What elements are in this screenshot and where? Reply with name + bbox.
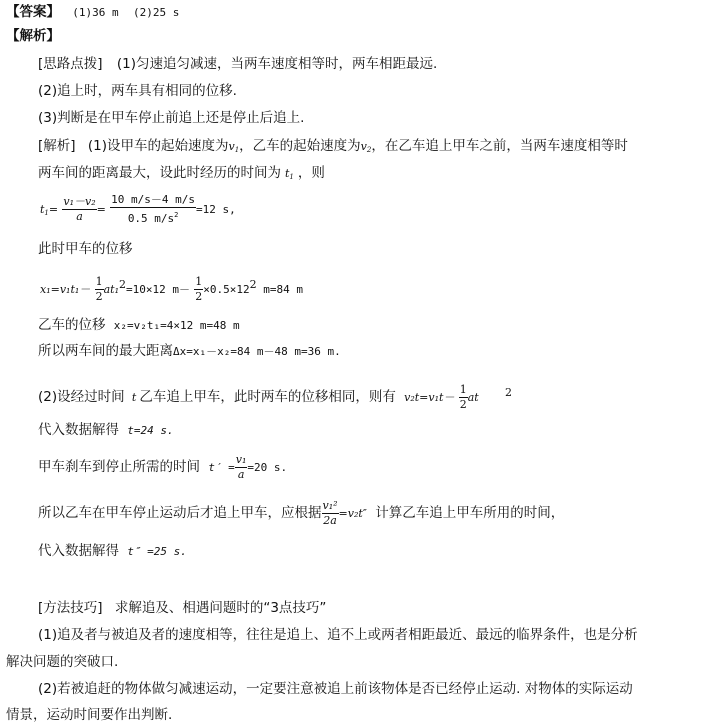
substitute-2-text: 代入数据解得	[38, 543, 119, 559]
max-distance-text: 所以两车间的最大距离	[38, 343, 173, 359]
max-distance-eq: Δx=x₁－x₂=84 m－48 m=36 m.	[173, 345, 341, 358]
substitute-line	[38, 421, 174, 440]
substitute-2-line	[38, 542, 187, 561]
eq2-lhs: x₁=v₁t₁－	[40, 283, 91, 296]
eq1-fraction-numeric: $\frac{10 m/s-4 m/s}{0.5 m/s^2}$	[111, 192, 196, 225]
substitute-eq: t=24 s.	[127, 424, 174, 437]
part2-half: $\frac{1}{2}$	[459, 382, 467, 411]
equation-displacement-a: x₁=v₁t₁－ $\frac{1}{2}$ at₁$^2$=10×12 m－ $\frac{1}{2}$ $\times 0.5\times 12^2$ m=84 m	[40, 274, 303, 303]
idea-tag: [思路点拨]	[38, 56, 103, 72]
after-stop-text-a: 所以乙车在甲车停止运动后才追上甲车，应根据	[38, 505, 322, 521]
solution-line-1	[38, 137, 628, 159]
eq2-half-2: $\frac{1}{2}$	[195, 274, 203, 303]
var-v2: $v_2$	[360, 140, 372, 154]
displacement-a-text: 此时甲车的位移	[38, 241, 133, 257]
answer-part-2: (2)25 s	[132, 6, 180, 19]
after-stop-eq: =v₂t″	[338, 507, 367, 520]
brake-text: 甲车刹车到停止所需的时间	[38, 459, 200, 475]
idea-line-3: (3)判断是在甲车停止前追上还是停止后追上.	[38, 110, 305, 126]
solution-text-1c: ，在乙车追上甲车之前，当两车速度相等时	[371, 138, 628, 154]
displacement-b-eq: x₂=v₂t₁=4×12 m=48 m	[113, 319, 240, 332]
brake-eq-a: t′ =	[208, 461, 235, 474]
substitute-text: 代入数据解得	[38, 422, 119, 438]
eq2-mid: at₁	[103, 283, 119, 296]
solution-text-2b: ，则	[297, 165, 325, 181]
eq1-fraction-symbolic: $\frac{\text{v₁－v₂}}{a}$	[63, 194, 96, 223]
after-stop-fraction: $\frac{\text{v₁²}}{2a}$	[322, 498, 338, 527]
eq1-result: =12 s,	[196, 203, 236, 216]
idea-line-1	[38, 55, 437, 73]
solution-text-2a: 两车间的距离最大，设此时经历的时间为	[38, 165, 281, 181]
part2-line	[38, 376, 512, 415]
substitute-2-eq: t″ =25 s.	[127, 545, 187, 558]
brake-line	[38, 450, 287, 485]
tip-2-line-a: (2)若被追赶的物体做匀减速运动，一定要注意被追上前该物体是否已经停止运动. 对物体的实际运动	[38, 681, 633, 697]
displacement-b-text: 乙车的位移	[38, 317, 106, 333]
tip-1-line-b: 解决问题的突破口.	[6, 654, 119, 670]
answer-label: 【答案】	[6, 4, 60, 20]
tips-title: 求解追及、相遇问题时的“3点技巧”	[114, 600, 327, 616]
solution-line-2	[38, 164, 325, 186]
tips-title-line	[38, 599, 326, 617]
eq2-calc: =10×12 m－	[125, 283, 190, 296]
idea-text-1: (1)匀速追匀减速，当两车速度相等时，两车相距最远.	[116, 56, 438, 72]
eq2-calc2: ×0.5×12	[203, 283, 250, 296]
part2-eq-a: v₂t=v₁t－	[404, 391, 455, 404]
brake-eq-b: =20 s.	[247, 461, 288, 474]
answer-line	[6, 3, 179, 22]
eq2-result: m=84 m	[256, 283, 303, 296]
analysis-label: 【解析】	[6, 28, 60, 44]
equation-time: $t_1=$ $\frac{\text{v₁－v₂}}{a}$ = $\frac{10 m/s-4 m/s}{0.5 m/s^2}$ =12 s,	[40, 192, 236, 225]
displacement-b-line	[38, 316, 240, 335]
tips-tag: [方法技巧]	[38, 600, 103, 616]
part2-eq-sup: 2	[505, 386, 513, 399]
eq1-lhs: $t_1$	[40, 203, 49, 217]
part2-text-b: 乙车追上甲车，此时两车的位移相同，则有	[139, 389, 396, 405]
tip-1-line-a: (1)追及者与被追及者的速度相等，往往是追上、追不上或两者相距最近、最远的临界条件，也是分析	[38, 627, 638, 643]
solution-tag: [解析]	[38, 138, 76, 154]
idea-line-2: (2)追上时，两车具有相同的位移.	[38, 83, 237, 99]
after-stop-text-b: 计算乙车追上甲车所用的时间，	[375, 505, 565, 521]
var-t: t	[131, 391, 137, 404]
solution-text-1b: ，乙车的起始速度为	[239, 138, 361, 154]
max-distance-line	[38, 342, 341, 361]
brake-fraction: $\frac{\text{v₁}}{a}$	[235, 452, 247, 481]
part2-eq-b: at	[467, 391, 479, 404]
var-t1: $t_1$	[285, 167, 294, 181]
answer-part-1: (1)36 m	[72, 6, 119, 19]
part2-text-a: (2)设经过时间	[38, 389, 125, 405]
tip-2-line-b: 情景，运动时间要作出判断.	[6, 707, 173, 723]
after-stop-line	[38, 496, 564, 531]
var-v1: $v_1$	[228, 140, 240, 154]
solution-text-1a: (1)设甲车的起始速度为	[87, 138, 229, 154]
eq2-half: $\frac{1}{2}$	[95, 274, 103, 303]
